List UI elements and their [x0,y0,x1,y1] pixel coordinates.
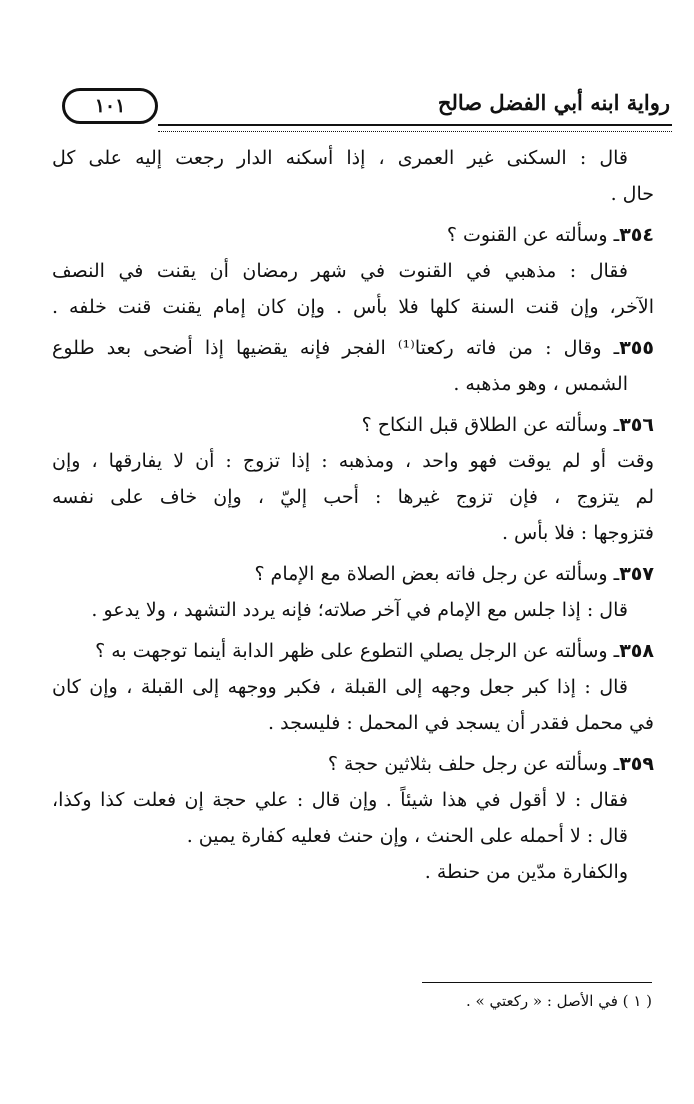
footnote-rule [422,982,652,983]
entry-number: ٣٥٤ [619,224,654,246]
paragraph-continuation [52,140,654,212]
entry-number: ٣٥٨ [619,640,654,662]
question-text: ـ وقال : من فاته ركعتا⁽¹⁾ الفجر فإنه يقضيها إذا أضحى بعد طلوع [52,337,620,359]
text-line: قال : إذا كبر جعل وجهه إلى القبلة ، فكبر ووجهه إلى القبلة ، وإن كان [52,676,628,698]
page-number: ١٠١ [94,95,126,117]
question-text: ـ وسألته عن الطلاق قبل النكاح ؟ [361,414,620,436]
question-text: ـ وسألته عن رجل حلف بثلاثين حجة ؟ [327,753,620,775]
question-text: ـ وسألته عن رجل فاته بعض الصلاة مع الإمام ؟ [254,563,620,585]
entry-357 [52,556,654,628]
entry-number: ٣٥٦ [619,414,654,436]
text-line: حال . [610,183,654,205]
text-line: قال : إذا جلس مع الإمام في آخر صلاته؛ فإنه يردد التشهد ، ولا يدعو . [91,599,628,621]
text-line: والكفارة مدّين من حنطة . [424,861,628,883]
entry-number: ٣٥٧ [619,563,654,585]
running-title: رواية ابنه أبي الفضل صالح [437,90,670,115]
page-number-frame [62,88,158,124]
text-line: فقال : لا أقول في هذا شيئاً . وإن قال : علي حجة إن فعلت كذا وكذا، [52,789,628,811]
question-line [52,407,654,443]
question-line [52,556,654,592]
text-line: في محمل فقدر أن يسجد في المحمل : فليسجد . [268,712,654,734]
entry-number: ٣٥٥ [619,337,654,359]
entry-359 [52,746,654,890]
entry-356 [52,407,654,551]
text-line: فقال : مذهبي في القنوت في شهر رمضان أن يقنت في النصف [52,260,628,282]
question-line [52,330,654,366]
question-text: ـ وسألته عن الرجل يصلي التطوع على ظهر الدابة أينما توجهت به ؟ [95,640,620,662]
text-line: الشمس ، وهو مذهبه . [453,373,628,395]
footnote: ( ١ ) في الأصل : « ركعتي » . [465,992,652,1010]
question-line [52,746,654,782]
text-line: الآخر، وإن قنت السنة كلها فلا بأس . وإن كان إمام يقنت قنت خلفه . [52,296,654,318]
entry-number: ٣٥٩ [619,753,654,775]
entry-358 [52,633,654,741]
text-line: وقت أو لم يوقت فهو واحد ، ومذهبه : إذا تزوج : أن لا يفارقها ، وإن [52,450,654,472]
entry-354 [52,217,654,325]
question-text: ـ وسألته عن القنوت ؟ [446,224,620,246]
question-line [52,633,654,669]
text-line: قال : السكنى غير العمرى ، إذا أسكنه الدار رجعت إليه على كل [52,147,628,169]
text-line: لم يتزوج ، فإن تزوج غيرها : أحب إليّ ، وإن خاف على نفسه [52,486,654,508]
page-header [40,84,680,132]
header-rule [158,124,672,132]
question-line [52,217,654,253]
text-line: قال : لا أحمله على الحنث ، وإن حنث فعليه كفارة يمين . [186,825,628,847]
entry-355 [52,330,654,402]
body-text [52,140,654,895]
text-line: فتزوجها : فلا بأس . [501,522,654,544]
